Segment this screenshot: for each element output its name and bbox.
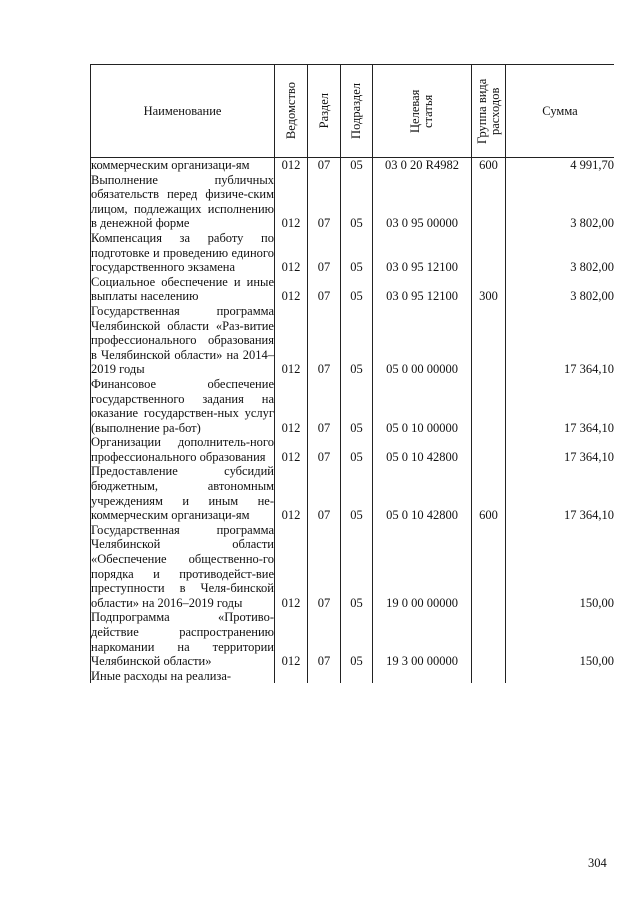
- table-row: [91, 610, 615, 668]
- cell-podrazdel: 05: [341, 275, 373, 304]
- cell-podrazdel: 05: [341, 158, 373, 173]
- cell-vedomstvo: 012: [275, 610, 308, 668]
- cell-name: Выполнение публичных обязательств перед физиче-ским лицом, подлежащих исполнению в денежной форме: [91, 172, 274, 231]
- cell-podrazdel: 05: [341, 464, 373, 522]
- cell-name: Иные расходы на реализа-: [91, 669, 275, 684]
- cell-celevaya-statya: [373, 669, 472, 684]
- cell-razdel: [308, 669, 341, 684]
- table-row: [91, 173, 615, 231]
- cell-vedomstvo: 012: [275, 173, 308, 231]
- cell-gruppa: [472, 610, 506, 668]
- cell-summa: 150,00: [506, 610, 615, 668]
- cell-razdel: 07: [308, 304, 341, 377]
- header-vedomstvo: Ведомство: [275, 65, 308, 158]
- cell-summa: [506, 669, 615, 684]
- cell-vedomstvo: 012: [275, 377, 308, 435]
- cell-razdel: 07: [308, 610, 341, 668]
- table-row: [91, 377, 615, 435]
- table-row: [91, 523, 615, 611]
- cell-vedomstvo: 012: [275, 464, 308, 522]
- table-row: [91, 304, 615, 377]
- cell-razdel: 07: [308, 173, 341, 231]
- cell-vedomstvo: 012: [275, 231, 308, 275]
- table-row: [91, 464, 615, 522]
- cell-gruppa: [472, 173, 506, 231]
- cell-razdel: 07: [308, 275, 341, 304]
- table-row: [91, 669, 615, 684]
- cell-name: Компенсация за работу по подготовке и проведению единого государственного экзамена: [91, 230, 274, 275]
- cell-razdel: 07: [308, 435, 341, 464]
- cell-summa: 17 364,10: [506, 435, 615, 464]
- cell-vedomstvo: [275, 669, 308, 684]
- cell-razdel: 07: [308, 158, 341, 173]
- budget-table-container: [90, 64, 614, 850]
- cell-summa: 4 991,70: [506, 158, 615, 173]
- header-celevaya-statya: Целевая статья: [373, 65, 472, 158]
- cell-celevaya-statya: 05 0 10 42800: [373, 464, 472, 522]
- cell-celevaya-statya: 19 0 00 00000: [373, 523, 472, 611]
- cell-podrazdel: 05: [341, 610, 373, 668]
- cell-celevaya-statya: 03 0 95 12100: [373, 231, 472, 275]
- cell-gruppa: [472, 669, 506, 684]
- header-summa: Сумма: [506, 65, 615, 158]
- cell-vedomstvo: 012: [275, 158, 308, 173]
- cell-celevaya-statya: 05 0 10 00000: [373, 377, 472, 435]
- cell-gruppa: [472, 377, 506, 435]
- header-razdel: Раздел: [308, 65, 341, 158]
- cell-podrazdel: 05: [341, 304, 373, 377]
- cell-gruppa: 600: [472, 464, 506, 522]
- cell-summa: 3 802,00: [506, 275, 615, 304]
- cell-gruppa: [472, 435, 506, 464]
- cell-podrazdel: [341, 669, 373, 684]
- cell-podrazdel: 05: [341, 435, 373, 464]
- cell-summa: 3 802,00: [506, 231, 615, 275]
- cell-summa: 17 364,10: [506, 304, 615, 377]
- header-name: Наименование: [91, 65, 275, 158]
- table-header-row: [91, 65, 615, 158]
- table-body: [91, 158, 615, 684]
- cell-vedomstvo: 012: [275, 523, 308, 611]
- cell-name: Социальное обеспечение и иные выплаты населению: [91, 274, 274, 304]
- page-number: 304: [588, 856, 607, 870]
- cell-name: Государственная программа Челябинской области «Раз-витие профессионального образования в Челябинской области» на 2014–2019 годы: [91, 303, 274, 377]
- cell-celevaya-statya: 03 0 95 12100: [373, 275, 472, 304]
- cell-name: Финансовое обеспечение государственного задания на оказание государствен-ных услуг (выполнение ра-бот): [91, 376, 274, 435]
- cell-celevaya-statya: 03 0 20 R4982: [373, 158, 472, 173]
- cell-summa: 3 802,00: [506, 173, 615, 231]
- cell-razdel: 07: [308, 523, 341, 611]
- cell-podrazdel: 05: [341, 173, 373, 231]
- cell-vedomstvo: 012: [275, 435, 308, 464]
- cell-celevaya-statya: 05 0 00 00000: [373, 304, 472, 377]
- cell-celevaya-statya: 03 0 95 00000: [373, 173, 472, 231]
- cell-summa: 17 364,10: [506, 464, 615, 522]
- budget-table: [90, 64, 614, 683]
- cell-name: Подпрограмма «Противо-действие распространению наркомании на территории Челябинской области»: [91, 610, 274, 669]
- header-podrazdel: Подраздел: [341, 65, 373, 158]
- cell-name: Предоставление субсидий бюджетным, автономным учреждениям и иным не-коммерческим организаци-ям: [91, 464, 274, 523]
- cell-summa: 150,00: [506, 523, 615, 611]
- cell-name: Организации дополнитель-ного профессионального образования: [91, 435, 274, 464]
- cell-gruppa: 600: [472, 158, 506, 173]
- table-row: [91, 158, 615, 173]
- cell-vedomstvo: 012: [275, 275, 308, 304]
- cell-podrazdel: 05: [341, 231, 373, 275]
- cell-celevaya-statya: 19 3 00 00000: [373, 610, 472, 668]
- cell-gruppa: [472, 304, 506, 377]
- cell-name: Государственная программа Челябинской области «Обеспечение общественно-го порядка и противодейст-вие преступности в Челя-бинской области» на 2016–2019 годы: [91, 522, 274, 610]
- cell-razdel: 07: [308, 464, 341, 522]
- cell-gruppa: [472, 231, 506, 275]
- cell-celevaya-statya: 05 0 10 42800: [373, 435, 472, 464]
- header-gruppa-vida-rashodov: Группа вида расходов: [472, 65, 506, 158]
- cell-razdel: 07: [308, 231, 341, 275]
- table-row: [91, 275, 615, 304]
- cell-gruppa: [472, 523, 506, 611]
- cell-name: коммерческим организаци-ям: [91, 158, 275, 173]
- cell-gruppa: 300: [472, 275, 506, 304]
- cell-vedomstvo: 012: [275, 304, 308, 377]
- table-row: [91, 435, 615, 464]
- cell-razdel: 07: [308, 377, 341, 435]
- cell-podrazdel: 05: [341, 377, 373, 435]
- cell-summa: 17 364,10: [506, 377, 615, 435]
- cell-podrazdel: 05: [341, 523, 373, 611]
- table-row: [91, 231, 615, 275]
